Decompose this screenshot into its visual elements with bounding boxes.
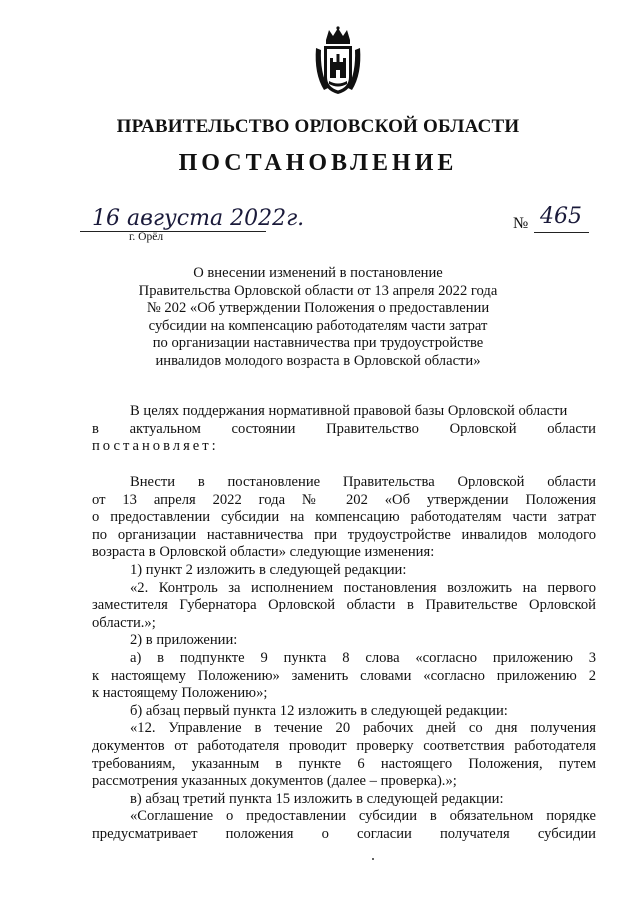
title-line: инвалидов молодого возраста в Орловской области» [155,352,481,369]
text-line: «Соглашение о предоставлении субсидии в обязательном порядке [130,808,596,825]
text-line: В целях поддержания нормативной правовой базы Орловской области [130,403,568,419]
text-line: а) в подпункте 9 пункта 8 слова «согласно приложению 3 [130,649,596,666]
document-number: 465 [540,204,582,229]
coat-of-arms-icon [312,26,364,98]
text-line: области.»; [92,614,156,631]
text-line: заместителя Губернатора Орловской области в Правительстве Орловской [92,597,596,614]
page-mark [372,858,374,860]
text-line: предусматривает положения о согласии получателя субсидии [92,825,596,842]
body-text [92,474,596,843]
text-line: возраста в Орловской области» следующие изменения: [92,544,435,561]
title-line: О внесении изменений в постановление [193,265,443,281]
document-type-heading: ПОСТАНОВЛЕНИЕ [178,150,458,176]
text-line: Внести в постановление Правительства Орловской области [130,474,596,490]
text-line: «2. Контроль за исполнением постановления возложить на первого [130,579,596,596]
text-line: в актуальном состоянии Правительство Орловской области [92,420,596,437]
number-sign: № [513,215,529,232]
text-line: по организации наставничества при трудоустройстве инвалидов молодого [92,526,596,543]
text-line: в) абзац третий пункта 15 изложить в следующей редакции: [130,790,504,807]
text-line: рассмотрения указанных документов (далее – проверка).»; [92,773,457,790]
title-line: субсидии на компенсацию работодателям части затрат [148,317,488,334]
title-line: № 202 «Об утверждении Положения о предоставлении [146,300,490,317]
title-line: Правительства Орловской области от 13 апреля 2022 года [138,282,498,299]
text-line: постановляет: [92,438,219,455]
preamble-paragraph [92,403,596,456]
text-line: от 13 апреля 2022 года № 202 «Об утверждении Положения [92,491,596,508]
text-line: требованиям, указанным в пункте 6 настоящего Положения, путем [92,755,596,772]
text-line: документов от работодателя проводит проверку соответствия работодателя [92,737,596,754]
organization-name: ПРАВИТЕЛЬСТВО ОРЛОВСКОЙ ОБЛАСТИ [116,116,520,137]
title-line: по организации наставничества при трудоустройстве [152,335,484,352]
document-title [120,265,516,371]
text-line: о предоставлении субсидии на компенсацию работодателям части затрат [92,509,596,526]
text-line: 1) пункт 2 изложить в следующей редакции: [130,561,407,578]
text-line: к настоящему Положению»; [92,685,268,702]
date-underline [80,231,266,232]
number-underline [534,232,589,233]
text-line: 2) в приложении: [130,632,238,649]
text-line: к настоящему Положению» заменить словами «согласно приложению 2 [92,667,596,684]
document-date: 16 августа 2022г. [92,206,305,231]
text-line: б) абзац первый пункта 12 изложить в следующей редакции: [130,702,508,719]
document-city: г. Орёл [129,231,164,243]
text-line: «12. Управление в течение 20 рабочих дней со дня получения [130,720,596,737]
